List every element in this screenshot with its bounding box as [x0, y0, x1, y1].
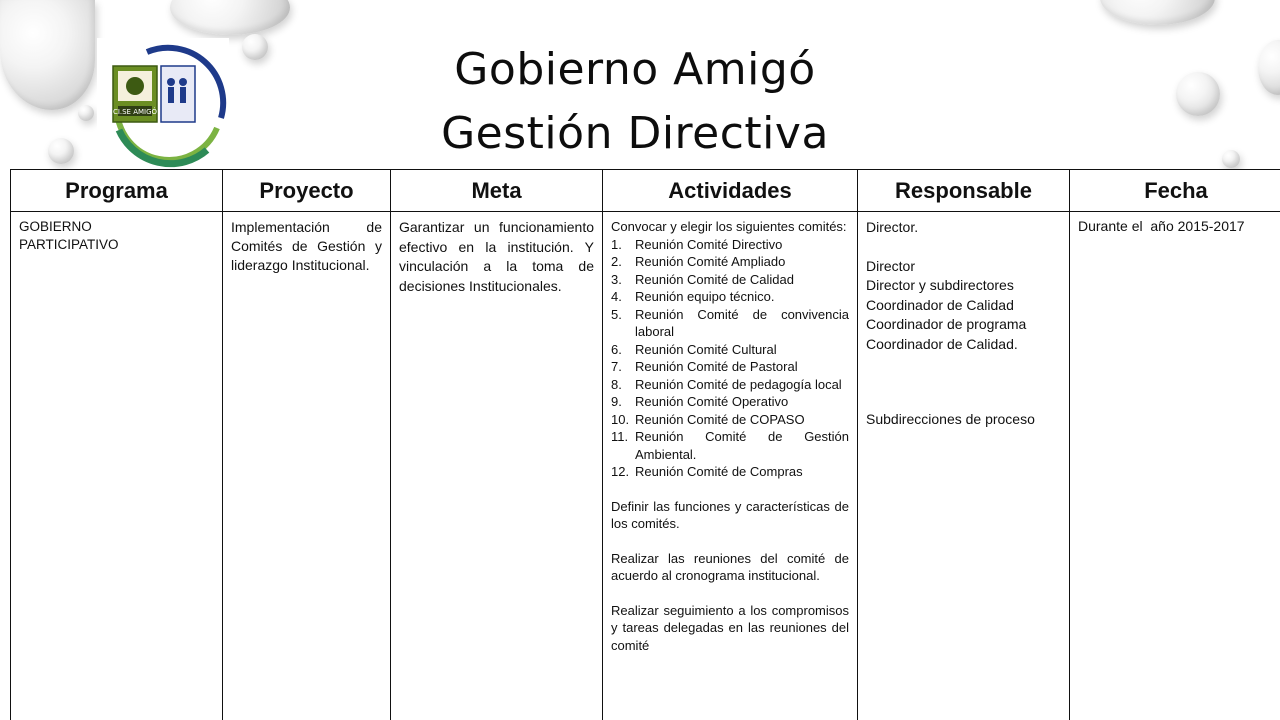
- list-item: 6. Reunión Comité Cultural: [611, 341, 777, 357]
- responsable-line: Director.: [866, 219, 919, 235]
- cell-programa: [11, 212, 223, 720]
- actividades-intro: Convocar y elegir los siguientes comités:: [611, 219, 847, 234]
- cell-responsable: [858, 212, 1070, 720]
- comites-list: [611, 236, 849, 481]
- cell-proyecto: [223, 212, 391, 720]
- column-header-fecha: Fecha: [1070, 170, 1280, 212]
- responsable-line: Coordinador de programa: [866, 316, 1027, 332]
- responsable-line: Coordinador de Calidad.: [866, 335, 1018, 352]
- column-header-meta: Meta: [391, 170, 603, 212]
- water-drop-decoration: [1222, 150, 1240, 168]
- page-title-line-2: Gestión Directiva: [441, 108, 829, 159]
- proyecto-text: Implementación de Comités de Gestión y liderazgo Institucional.: [231, 219, 382, 273]
- responsable-line: Subdirecciones de proceso: [866, 411, 1035, 427]
- cell-meta: [391, 212, 603, 720]
- column-header-actividades: Actividades: [603, 170, 858, 212]
- school-crest-logo: [97, 38, 229, 170]
- cell-actividades: [603, 212, 858, 720]
- list-item: 10. Reunión Comité de COPASO: [611, 411, 805, 427]
- water-drop-decoration: [1176, 72, 1220, 116]
- table-row: [11, 212, 1280, 720]
- actividades-paragraph-3: Realizar seguimiento a los compromisos y tareas delegadas en las reuniones del comité: [611, 602, 849, 653]
- water-drop-decoration: [1258, 40, 1280, 95]
- list-item: 11. Reunión Comité de Gestión Ambiental.: [611, 429, 849, 462]
- fecha-text: Durante el año 2015-2017: [1078, 218, 1245, 234]
- responsable-line: Director y subdirectores: [866, 277, 1014, 293]
- water-drop-decoration: [170, 0, 290, 35]
- actividades-paragraph-1: Definir las funciones y características de los comités.: [611, 498, 849, 531]
- water-drop-decoration: [48, 138, 74, 164]
- list-item: 1. Reunión Comité Directivo: [611, 236, 783, 252]
- plan-table: [10, 169, 1280, 720]
- responsable-line: Director: [866, 257, 916, 274]
- programa-text: GOBIERNO PARTICIPATIVO: [19, 219, 119, 252]
- list-item: 3. Reunión Comité de Calidad: [611, 271, 794, 287]
- list-item: 8. Reunión Comité de pedagogía local: [611, 376, 842, 392]
- school-logo: [97, 38, 229, 170]
- list-item: 7. Reunión Comité de Pastoral: [611, 359, 798, 374]
- water-drop-decoration: [242, 34, 268, 60]
- meta-text: Garantizar un funcionamiento efectivo en la institución. Y vinculación a la toma de decisiones Institucionales.: [399, 219, 594, 294]
- column-header-proyecto: Proyecto: [223, 170, 391, 212]
- list-item: 4. Reunión equipo técnico.: [611, 289, 775, 304]
- table-header-row: [11, 170, 1280, 212]
- list-item: 9. Reunión Comité Operativo: [611, 394, 789, 409]
- water-drop-decoration: [1100, 0, 1215, 25]
- list-item: 2. Reunión Comité Ampliado: [611, 254, 786, 269]
- actividades-paragraph-2: Realizar las reuniones del comité de acuerdo al cronograma institucional.: [611, 550, 849, 583]
- water-drop-decoration: [0, 0, 95, 110]
- page-title-line-1: Gobierno Amigó: [454, 44, 816, 95]
- water-drop-decoration: [78, 105, 94, 121]
- list-item: 5. Reunión Comité de convivencia laboral: [611, 306, 849, 339]
- list-item: 12. Reunión Comité de Compras: [611, 464, 803, 479]
- column-header-responsable: Responsable: [858, 170, 1070, 212]
- column-header-programa: Programa: [11, 170, 223, 212]
- svg-text:CI.SE AMIGÓ: CI.SE AMIGÓ: [112, 108, 158, 116]
- responsable-line: Coordinador de Calidad: [866, 296, 1014, 313]
- cell-fecha: [1070, 212, 1280, 720]
